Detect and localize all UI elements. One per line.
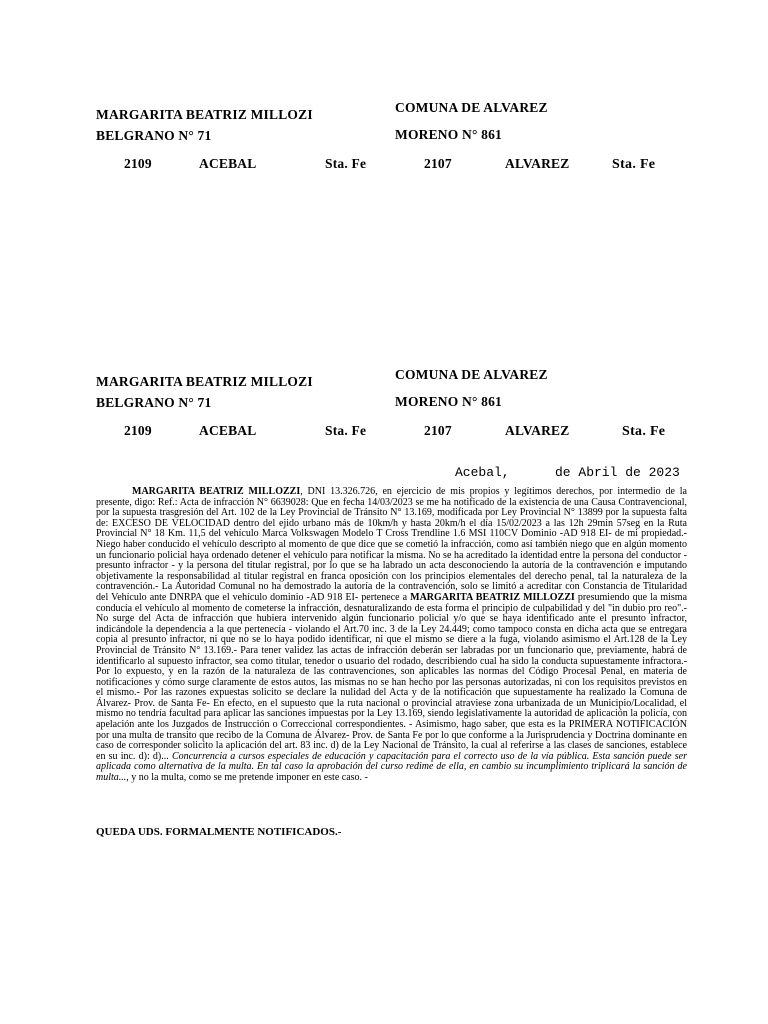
closing-line: QUEDA UDS. FORMALMENTE NOTIFICADOS.-	[96, 826, 342, 838]
sender-province: Sta. Fe	[325, 423, 367, 438]
sender-name: MARGARITA BEATRIZ MILLOZI	[96, 374, 313, 389]
sender-province: Sta. Fe	[325, 156, 367, 171]
sender-zip: 2109	[124, 423, 152, 438]
letter-paragraph	[96, 487, 687, 784]
letter-text-1: , DNI 13.326.726, en ejercicio de mis propios y legítimos derechos, por intermedio de la presente, digo: Ref.: Acta de infracción N° 6639028: Que en fecha 14/03/2023 se me ha notificado de la existencia de una Causa Contravencional, por la supuesta trasgresión del Art. 102 de la Ley Provincial de Tránsito N° 13.169, modificada por Ley Provincial N° 13899 por la supuesta falta de: EXCESO DE VELOCIDAD dentro del ejido urbano más de 10km/h y hasta 20km/h el día 15/02/2023 a las 12h 29min 57seg en la Ruta Provincial N° 18 Km. 11,5 del vehículo Marca Volkswagen Modelo T Cross Trendline 1.6 MSI 110CV Dominio -AD 918 EI- de mi propiedad.- Niego haber conducido el vehículo descripto al momento de que dice que se cometió la infracción, como así también niego que en algún momento un funcionario policial haya ordenado detener el vehículo para notificar la misma. No se ha acreditado la identidad entre la persona del conductor - presunto infractor - y la persona del titular registral, por lo que se ha labrado un acta desconociendo la autoría de la contravención e imputando objetivamente la responsabilidad al titular registral en franca oposición con los principios elementales del derecho penal, tal la naturaleza de la contravención.- La Autoridad Comunal no ha demostrado la autoría de la contravención, solo se limitó a acreditar con Constancia de Titularidad del Vehículo ante DNRPA que el vehículo dominio -AD 918 EI- pertenece a	[96, 486, 687, 603]
date-rest: de Abril de 2023	[555, 465, 680, 480]
recipient-province: Sta. Fe	[622, 424, 666, 439]
sender-city: ACEBAL	[199, 423, 257, 438]
law-quote: Concurrencia a cursos especiales de educación y capacitación para el correcto uso de la vía pública. Esta sanción puede ser aplicada como alternativa de la multa. En tal caso la aprobación del curso redime de ella, en cambio su incumplimiento triplicará la sanción de multa...	[96, 750, 687, 784]
recipient-province: Sta. Fe	[612, 157, 656, 172]
date-place: Acebal,	[455, 465, 510, 480]
letter-text-2: presumiendo que la misma conducía el vehículo al momento de cometerse la infracción, desnaturalizando de esta forma el principio de culpabilidad y del "in dubio pro reo".- No surge del Acta de infracción que hubiera intervenido algún funcionario policial y/o que se haya identificado ante el presunto infractor, indicándole la dependencia a la que pertenecía - violando el Art.70 inc. 3 de la Ley 24.449; como tampoco consta en dicha acta que se entregara copia al presunto infractor, ni que no se lo haya podido identificar, ni que el mismo se diere a la fuga, violando asimismo el Art.128 de la Ley Provincial de Tránsito N° 13.169.- Para tener validez las actas de infracción deberán ser labradas por un funcionario que, previamente, habrá de identificarlo al supuesto infractor, sea como titular, tenedor o usuario del rodado, describiendo cual ha sido la conducta supuestamente infractora.- Por lo expuesto, y en la razón de la naturaleza de las contravenciones, son aplicables las normas del Código Procesal Penal, en materia de notificaciones y cómo surge claramente de estos autos, las mismas no se han hecho por las personas autorizadas, ni con los requisitos previstos en el mismo.- Por las razones expuestas solicito se declare la nulidad del Acta y de la notificación que supuestamente ha realizado la Comuna de Álvarez- Prov. de Santa Fe- En efecto, en el supuesto que la ruta nacional o provincial atraviese zona urbanizada de un Municipio/Localidad, el mismo no tendría facultad para aplicar las sanciones impuestas por la Ley 13.169, siendo legislativamente la autoridad de aplicación la policía, con apelación ante los Juzgados de Instrucción o Correccional correspondientes. - Asimismo, hago saber, que esta es la PRIMERA NOTIFICACIÓN por una multa de transito que recibo de la Comuna de Álvarez- Prov. de Santa Fe por lo que conforme a la Jurisprudencia y Doctrina dominante en caso de corresponder solicito la aplicación del art. 83 inc. d) de la Ley Nacional de Tránsito, la cual al referirse a las clases de sanciones, establece en su inc. d): d)...	[96, 591, 688, 762]
recipient-zip: 2107	[424, 156, 452, 171]
recipient-street: MORENO N° 861	[395, 127, 502, 142]
recipient-city: ALVAREZ	[505, 423, 570, 438]
sender-name: MARGARITA BEATRIZ MILLOZI	[96, 107, 313, 122]
sender-street: BELGRANO N° 71	[96, 128, 212, 143]
sender-zip: 2109	[124, 156, 152, 171]
recipient-name: COMUNA DE ALVAREZ	[395, 367, 548, 382]
recipient-name: COMUNA DE ALVAREZ	[395, 100, 548, 115]
recipient-zip: 2107	[424, 423, 452, 438]
claimant-name-2: MARGARITA BEATRIZ MILLOZZI	[410, 591, 575, 603]
letter-text-3: , y no la multa, como se me pretende imponer en este caso. -	[126, 772, 368, 784]
sender-street: BELGRANO N° 71	[96, 395, 212, 410]
recipient-street: MORENO N° 861	[395, 394, 502, 409]
letter-body	[96, 487, 687, 784]
sender-city: ACEBAL	[199, 156, 257, 171]
claimant-name: MARGARITA BEATRIZ MILLOZZI	[132, 486, 301, 497]
recipient-city: ALVAREZ	[505, 156, 570, 171]
